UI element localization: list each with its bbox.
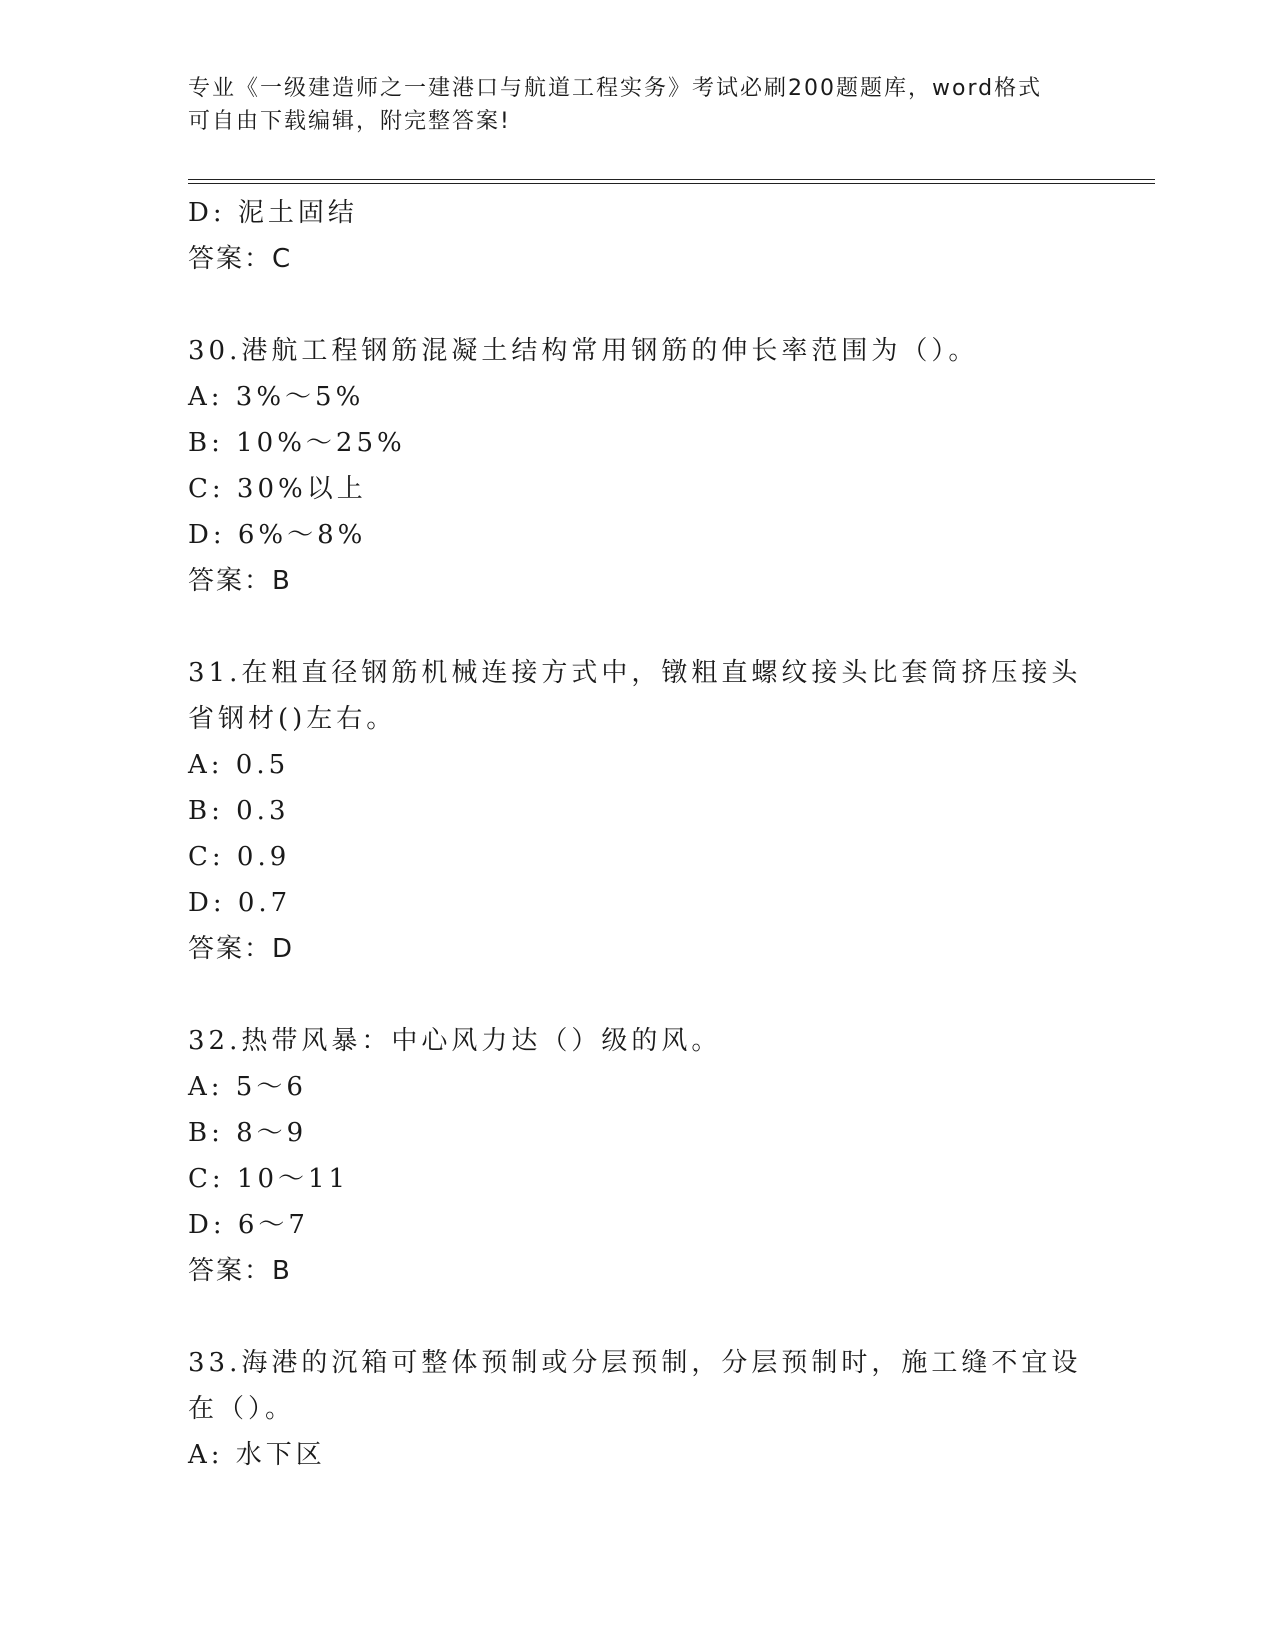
header-title-line-2: 可自由下载编辑，附完整答案! bbox=[188, 109, 511, 134]
answer-line: 答案：B bbox=[188, 566, 292, 596]
question-stem: 30.港航工程钢筋混凝土结构常用钢筋的伸长率范围为（）。 bbox=[188, 336, 979, 366]
option-d: D: 6～7 bbox=[188, 1210, 309, 1240]
spacer bbox=[188, 604, 1088, 650]
option-a: A: 水下区 bbox=[188, 1440, 326, 1470]
question-list bbox=[188, 190, 1088, 1478]
option-a: A: 3%～5% bbox=[188, 382, 365, 412]
header-divider bbox=[188, 179, 1155, 184]
option-c: C: 10～11 bbox=[188, 1164, 350, 1194]
answer-line: 答案：C bbox=[188, 244, 293, 274]
option-b: B: 10%～25% bbox=[188, 428, 406, 458]
answer-line: 答案：B bbox=[188, 1256, 292, 1286]
question-stem: 33.海港的沉箱可整体预制或分层预制，分层预制时，施工缝不宜设在（）。 bbox=[188, 1348, 1082, 1424]
spacer bbox=[188, 282, 1088, 328]
option-c: C: 0.9 bbox=[188, 842, 291, 872]
spacer bbox=[188, 1294, 1088, 1340]
option-d: D: 6%～8% bbox=[188, 520, 367, 550]
option-c: C: 30%以上 bbox=[188, 474, 367, 504]
answer-line: 答案：D bbox=[188, 934, 295, 964]
question-stem: 31.在粗直径钢筋机械连接方式中，镦粗直螺纹接头比套筒挤压接头省钢材()左右。 bbox=[188, 658, 1082, 734]
option-b: B: 8～9 bbox=[188, 1118, 308, 1148]
option-d: D: 0.7 bbox=[188, 888, 292, 918]
document-header bbox=[188, 72, 1068, 138]
header-title-line-1: 专业《一级建造师之一建港口与航道工程实务》考试必刷200题题库，word格式 bbox=[188, 76, 1043, 101]
question-stem: 32.热带风暴：中心风力达（）级的风。 bbox=[188, 1026, 722, 1056]
spacer bbox=[188, 972, 1088, 1018]
option-a: A: 0.5 bbox=[188, 750, 290, 780]
option-d: D: 泥土固结 bbox=[188, 198, 358, 228]
option-a: A: 5～6 bbox=[188, 1072, 307, 1102]
option-b: B: 0.3 bbox=[188, 796, 290, 826]
